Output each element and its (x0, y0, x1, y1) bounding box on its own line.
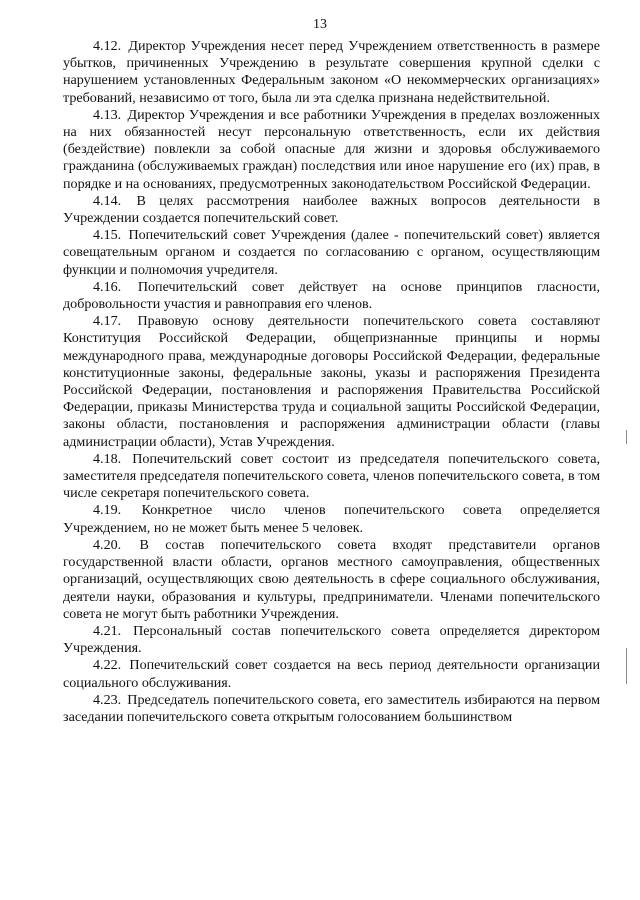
paragraph-number: 4.16. (93, 278, 122, 295)
page-number: 13 (313, 17, 327, 32)
paragraph-text: Директор Учреждения и все работники Учреждения в пределах возложенных на них обязанностей несут персональную ответственность, если их действия (бездействие) повлекли за собой опасные для жизни и здоровья обслуживаемого гражданина (обслуживаемых граждан) последствия или иное нарушение его (их) прав, в порядке и на основаниях, предусмотренных законодательством Российской Федерации. (63, 106, 600, 192)
paragraph-number: 4.19. (93, 502, 122, 519)
paragraph-number: 4.22. (93, 657, 122, 674)
paragraph-number: 4.15. (93, 227, 122, 244)
paragraph-text: В целях рассмотрения наиболее важных вопросов деятельности в Учреждении создается попечительский совет. (63, 192, 600, 227)
paragraph-4-18 (63, 451, 600, 503)
paragraph-number: 4.12. (93, 38, 122, 54)
paragraph-number: 4.21. (93, 622, 122, 639)
paragraph-4-15 (63, 227, 600, 279)
scan-edge-mark (626, 430, 627, 444)
paragraph-number: 4.23. (93, 691, 122, 708)
paragraph-4-16 (63, 279, 600, 313)
paragraph-number: 4.18. (93, 450, 122, 467)
paragraph-4-13 (63, 107, 600, 193)
paragraph-text: Правовую основу деятельности попечительского совета составляют Конституция Российской Федерации, общепризнанные принципы и нормы международного права, международные договоры Российской Федерации, федеральные конституционные законы, федеральные законы, указы и распоряжения Президента Российской Федерации, постановления и распоряжения Правительства Российской Федерации, приказы Министерства труда и социальной защиты Российской Федерации, законы области, постановления и распоряжения администрации области (главы администрации области), Устав Учреждения. (63, 313, 600, 450)
paragraph-4-12 (63, 38, 600, 107)
paragraph-text: Конкретное число членов попечительского совета определяется Учреждением, но не может быть менее 5 человек. (63, 502, 600, 536)
paragraph-4-17 (63, 313, 600, 451)
paragraph-text: Попечительский совет действует на основе принципов гласности, добровольности участия и равноправия его членов. (63, 278, 600, 313)
document-body (63, 38, 600, 726)
paragraph-text: Председатель попечительского совета, его заместитель избираются на первом заседании попечительского совета открытым голосованием большинством (63, 691, 600, 725)
paragraph-number: 4.20. (93, 536, 122, 553)
paragraph-text: Попечительский совет Учреждения (далее - попечительский совет) является совещательным органом и создается по согласованию с органом, осуществляющим функции и полномочия учредителя. (63, 227, 600, 278)
paragraph-4-19 (63, 502, 600, 536)
paragraph-4-14 (63, 193, 600, 227)
paragraph-text: В состав попечительского совета входят представители органов государственной власти области, органов местного самоуправления, общественных организаций, осуществляющих свою деятельность в сфере социального обслуживания, деятели науки, образования и культуры, предприниматели. Членами попечительского совета не могут быть работники Учреждения. (63, 536, 600, 622)
paragraph-4-21 (63, 623, 600, 657)
paragraph-text: Попечительский совет состоит из председателя попечительского совета, заместителя председателя попечительского совета, членов попечительского совета, в том числе секретаря попечительского совета. (63, 450, 600, 502)
paragraph-text: Попечительский совет создается на весь период деятельности организации социального обслуживания. (63, 657, 600, 691)
paragraph-text: Персональный состав попечительского совета определяется директором Учреждения. (63, 622, 600, 657)
paragraph-text: Директор Учреждения несет перед Учреждением ответственность в размере убытков, причиненных Учреждению в результате совершения крупной сделки с нарушением установленных Федеральным законом «О некоммерческих организациях» требований, независимо от того, была ли эта сделка признана недействительной. (63, 38, 600, 106)
paragraph-4-20 (63, 537, 600, 623)
paragraph-4-23 (63, 692, 600, 726)
paragraph-number: 4.14. (93, 192, 122, 209)
paragraph-number: 4.13. (93, 106, 122, 123)
paragraph-4-22 (63, 657, 600, 691)
scan-edge-mark (626, 648, 627, 684)
paragraph-number: 4.17. (93, 313, 122, 330)
